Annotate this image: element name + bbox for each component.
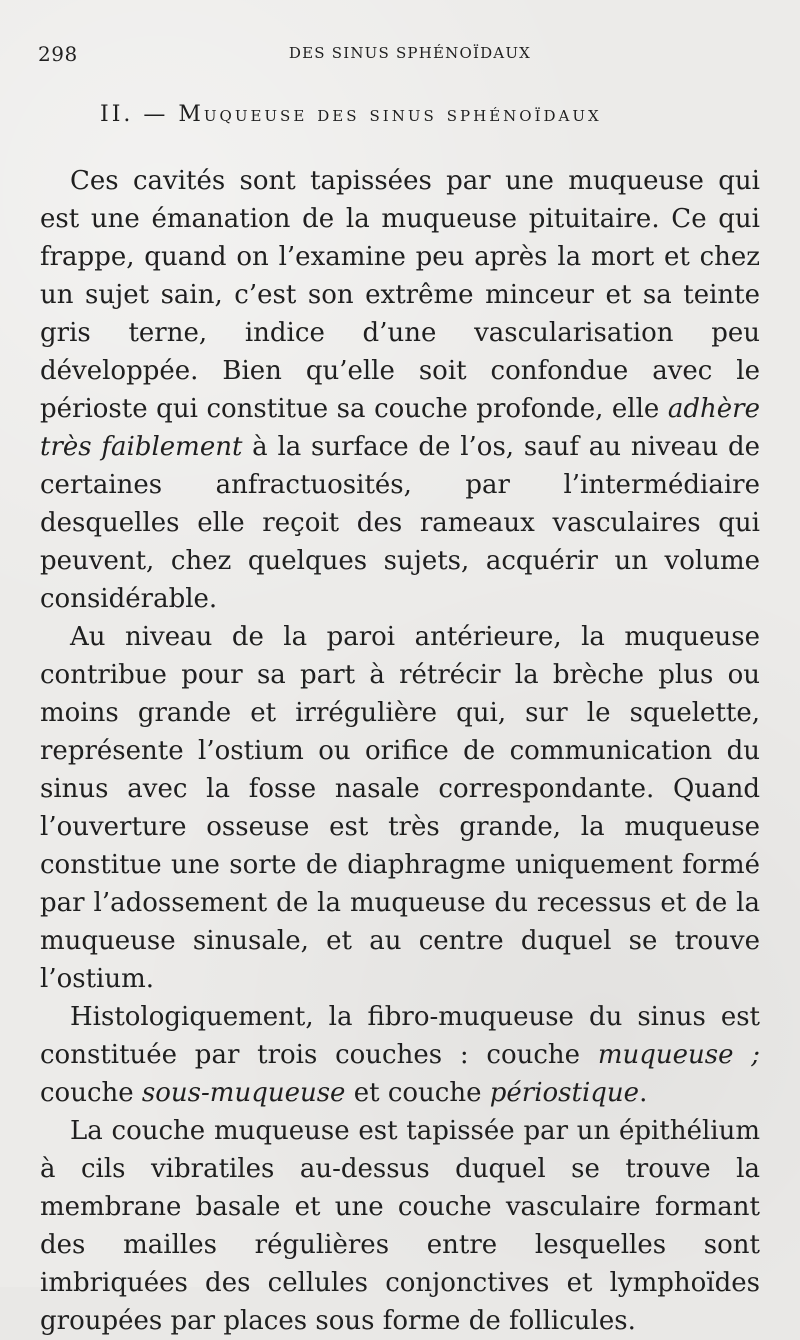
paragraph-3-text-b: couche — [40, 1078, 142, 1108]
paragraph-2-text: Au niveau de la paroi antérieure, la muqueuse contribue pour sa part à rétrécir la brèche plus ou moins grande et irrégulière qui, sur le squelette, représente l’ostium ou orifice de communication du sinus avec la fosse nasale correspondante. Quand l’ouverture osseuse est très grande, la muqueuse constitue une sorte de diaphragme uniquement formé par l’adossement de la muqueuse du recessus et de la muqueuse sinusale, et au centre duquel se trouve l’ostium. — [40, 622, 760, 994]
paragraph-3 — [40, 998, 760, 1112]
paragraph-4-text: La couche muqueuse est tapissée par un épithélium à cils vibratiles au-dessus duquel se trouve la membrane basale et une couche vasculaire formant des mailles régulières entre lesquelles sont imbriquées des cellules conjonctives et lymphoïdes groupées par places sous forme de follicules. — [40, 1116, 760, 1336]
page-number: 298 — [38, 42, 78, 66]
paragraph-3-emphasis-1: muqueuse ; — [597, 1040, 760, 1070]
section-title: II. — Muqueuse des sinus sphénoïdaux — [100, 102, 602, 127]
paragraph-3-emphasis-2: sous-muqueuse — [141, 1078, 346, 1108]
paragraph-1 — [40, 162, 760, 618]
running-title: DES SINUS SPHÉNOÏDAUX — [288, 44, 532, 62]
paragraph-3-emphasis-3: périostique — [489, 1078, 640, 1108]
paragraph-3-text-c: et couche — [345, 1078, 490, 1108]
paragraph-3-text-d: . — [639, 1078, 648, 1108]
running-head — [38, 38, 762, 68]
paragraph-1-emphasis: adhère très faiblement — [40, 394, 760, 462]
paragraph-1-text-b: à la surface de l’os, sauf au niveau de certaines anfractuosités, par l’intermédiaire desquelles elle reçoit des rameaux vasculaires qui peuvent, chez quelques sujets, acquérir un volume considérable. — [40, 432, 761, 614]
paragraph-2 — [40, 618, 760, 998]
paragraph-3-text-a: Histologiquement, la fibro-muqueuse du sinus est constituée par trois couches : couche — [40, 1002, 760, 1070]
paragraph-4 — [40, 1112, 760, 1340]
body-text — [40, 162, 760, 1340]
paragraph-1-text-a: Ces cavités sont tapissées par une muqueuse qui est une émanation de la muqueuse pituitaire. Ce qui frappe, quand on l’examine peu après la mort et chez un sujet sain, c’est son extrême minceur et sa teinte gris terne, indice d’une vascularisation peu développée. Bien qu’elle soit confondue avec le périoste qui constitue sa couche profonde, elle — [40, 166, 760, 424]
